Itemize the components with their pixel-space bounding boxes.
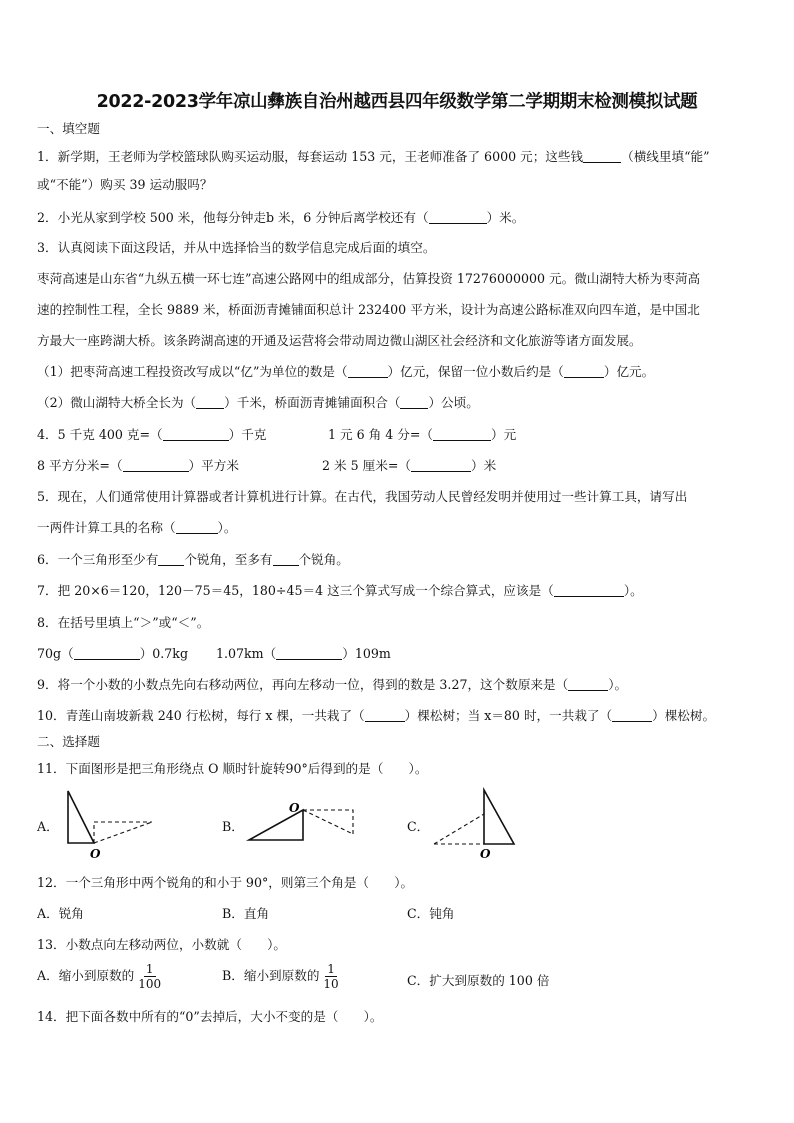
question-8-item-a: 70g（ ）0.7kg (37, 646, 189, 661)
question-3-passage-1: 枣菏高速是山东省“九纵五横一环七连”高速公路网中的组成部分，估算投资 17276000000 元。微山湖特大桥为枣菏高 (37, 271, 701, 286)
section-heading-fill-blank: 一、填空题 (37, 121, 100, 136)
answer-blank[interactable] (196, 395, 224, 409)
page-title: 2022-2023学年凉山彝族自治州越西县四年级数学第二学期期末检测模拟试题 (96, 92, 698, 112)
point-o-label: O (90, 847, 101, 861)
question-12-option-b[interactable]: B．直角 (222, 906, 270, 921)
point-o-label: O (480, 847, 491, 861)
question-14-stem: 14．把下面各数中所有的“0”去掉后，大小不变的是（ ）。 (37, 1009, 383, 1024)
question-3-sub-2: （2）微山湖特大桥全长为（ ）千米，桥面沥青摊铺面积合（ ）公顷。 (37, 395, 479, 410)
question-8-item-b: 1.07km（ ）109m (216, 646, 391, 661)
answer-blank[interactable] (583, 149, 621, 163)
option-c-label[interactable]: C． (407, 819, 430, 834)
answer-blank[interactable] (273, 552, 299, 566)
answer-blank[interactable] (612, 708, 652, 722)
question-5-line-1: 5．现在，人们通常使用计算器或者计算机进行计算。在古代，我国劳动人民曾经发明并使用过一些计算工具，请写出 (37, 489, 688, 504)
question-9: 9．将一个小数的小数点先向右移动两位，再向左移动一位，得到的数是 3.27，这个数原来是（ ）。 (37, 677, 628, 692)
question-1-line-2: 或“不能”）购买 39 运动服吗？ (37, 177, 213, 192)
figure-option-a (60, 788, 160, 863)
section-heading-multiple-choice: 二、选择题 (37, 734, 100, 749)
figure-option-b (245, 796, 365, 851)
question-4-item-a: 4．5 千克 400 克=（ ）千克 (37, 427, 267, 442)
figure-option-c (428, 786, 538, 866)
question-2: 2．小光从家到学校 500 米，他每分钟走b 米，6 分钟后离学校还有（ ）米。 (37, 210, 525, 225)
question-3-sub-1: （1）把枣菏高速工程投资改写成以“亿”为单位的数是（ ）亿元，保留一位小数后约是（ ）亿元。 (37, 364, 655, 379)
question-3-head: 3．认真阅读下面这段话，并从中选择恰当的数学信息完成后面的填空。 (37, 240, 436, 255)
question-13-option-a[interactable]: A．缩小到原数的 $\frac{1}{100}$ (37, 962, 162, 991)
question-3-passage-3: 方最大一座跨湖大桥。该条跨湖高速的开通及运营将会带动周边微山湖区社会经济和文化旅游等诸方面发展。 (37, 333, 642, 348)
question-8-head: 8．在括号里填上“＞”或“＜”。 (37, 615, 210, 630)
answer-blank[interactable] (176, 520, 218, 534)
question-13-stem: 13．小数点向左移动两位，小数就（ ）。 (37, 937, 287, 952)
question-7: 7．把 20×6＝120，120－75＝45，180÷45＝4 这三个算式写成一个综合算式，应该是（ ）。 (37, 583, 643, 598)
question-4-item-c: 8 平方分米=（ ）平方米 (37, 458, 239, 473)
answer-blank[interactable] (411, 458, 471, 472)
fraction-one-tenth: $\frac{1}{10}$ (323, 962, 339, 991)
question-4-item-d: 2 米 5 厘米=（ ）米 (322, 458, 497, 473)
question-3-passage-2: 速的控制性工程，全长 9889 米，桥面沥青摊铺面积总计 232400 平方米，设计为高速公路标准双向四车道，是中国北 (37, 302, 700, 317)
question-13-option-c[interactable]: C．扩大到原数的 100 倍 (407, 973, 550, 988)
question-12-stem: 12．一个三角形中两个锐角的和小于 90°，则第三个角是（ ）。 (37, 875, 414, 890)
answer-blank[interactable] (568, 677, 608, 691)
question-10: 10．青莲山南坡新栽 240 行松树，每行 x 棵，一共栽了（ ）棵松树；当 x＝80 时，一共栽了（ ）棵松树。 (37, 708, 716, 723)
answer-blank[interactable] (365, 708, 405, 722)
question-4-item-b: 1 元 6 角 4 分=（ ）元 (328, 427, 517, 442)
option-a-label[interactable]: A． (37, 819, 59, 834)
question-13-option-b[interactable]: B．缩小到原数的 $\frac{1}{10}$ (222, 962, 339, 991)
question-6: 6．一个三角形至少有 个锐角，至多有 个锐角。 (37, 552, 349, 567)
answer-blank[interactable] (429, 210, 487, 224)
question-1-line-1: 1．新学期，王老师为学校篮球队购买运动服，每套运动 153 元，王老师准备了 6000 元；这些钱 （横线里填“能” (37, 149, 710, 164)
question-12-option-c[interactable]: C．钝角 (407, 906, 455, 921)
answer-blank[interactable] (433, 427, 491, 441)
answer-blank[interactable] (348, 364, 388, 378)
answer-blank[interactable] (163, 427, 229, 441)
question-12-option-a[interactable]: A．锐角 (37, 906, 84, 921)
question-5-line-2: 一两件计算工具的名称（ ）。 (37, 520, 237, 535)
answer-blank[interactable] (276, 646, 342, 660)
question-11-stem: 11．下面图形是把三角形绕点 O 顺时针旋转90°后得到的是（ ）。 (37, 761, 428, 776)
answer-blank[interactable] (74, 646, 140, 660)
answer-blank[interactable] (564, 364, 604, 378)
point-o-label: O (289, 801, 300, 815)
answer-blank[interactable] (554, 583, 624, 597)
fraction-one-hundredth: $\frac{1}{100}$ (138, 962, 162, 991)
answer-blank[interactable] (123, 458, 189, 472)
option-b-label[interactable]: B． (222, 819, 244, 834)
answer-blank[interactable] (400, 395, 428, 409)
answer-blank[interactable] (158, 552, 184, 566)
